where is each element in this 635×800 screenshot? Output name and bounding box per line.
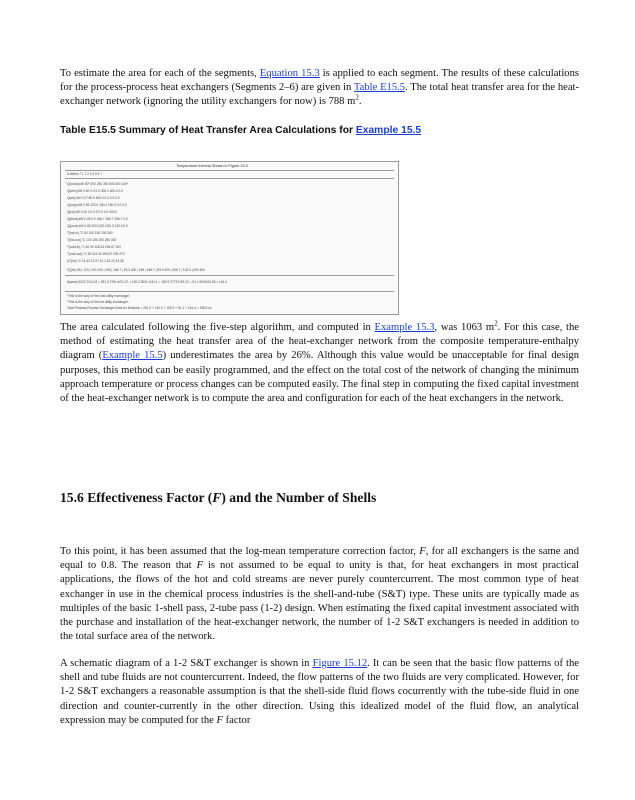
table-row: T(hot,out),°C 130 150 200 250 300 (67, 238, 117, 242)
table-row: Q(air),kW 0.27 80.0 400.0 0.0 0.0 0.0 (67, 196, 120, 200)
table-caption: Table E15.5 Summary of Heat Transfer Area Calculations for Example 15.5 (60, 125, 422, 136)
table-column-header: A kW/m² °C 1 2 3 4 5 6 7 (67, 172, 103, 176)
section-heading: 15.6 Effectiveness Factor (F) and the Number of Shells (60, 490, 377, 505)
table-header: Temperature Interval Shown in Figure 15.5 (176, 164, 248, 168)
table-row: T(cold,out),°C 90 113.33 156.67 190 270 (67, 252, 125, 256)
table-row: Q(vap),kW 0.55 120.0 150.0 150.0 0.0 0.0 (67, 203, 127, 207)
table-row: Q(cond),kW 50* 200 250 350 600 400 100* (67, 182, 129, 186)
table-footnote: Total Process-Process Exchanger Area for Network = 261.9 + 130.2 + 152.9 + 91.1 + 144.4 = 788.5 m² (67, 306, 212, 310)
table-footnote: *This is the duty of the cold utility exchanger. (67, 294, 130, 298)
table-row: Q(stm),kW 0.40 0.0 0.0 400.0 400.0 0.0 (67, 189, 123, 193)
link-table-e15-5[interactable]: Table E15.5 (353, 82, 406, 94)
link-example-15-5[interactable]: Example 15.5 (102, 350, 163, 362)
table-sum-row: Σ(Q/h) 80 | 123 | 200 100 | 150 | 166.7 | 83.3 400 | 150 | 166.7 | 83.3 400 | 266.7 | 133.3 | 400 400 (67, 268, 205, 272)
table-footnote: *This is the duty of the hot utility exchanger. (67, 300, 129, 304)
paragraph-area-estimate: To estimate the area for each of the segments, Equation 15.3 is applied to each segment. The results of these calculations for the process-process heat exchangers (Segments 2–6) are given in Table E15.5. The total heat transfer area for the heat-exchanger network (ignoring the utility exchangers for now) is 788 $m^2$. (60, 68, 579, 108)
table-row: T(cold,in),°C 40 90 118.33 196.67 100 (67, 245, 121, 249)
table-rule (65, 275, 394, 276)
paragraph-schematic: A schematic diagram of a 1-2 S&T exchanger is shown in Figure 15.12. It can be seen that the basic flow patterns of the shell and tube fluids are not countercurrent. Indeed, the flow patterns of the two fluids are very complicated. However, for 1-2 S&T exchangers a reasonable assumption is that the shell-side fluid flows cocurrently with the tube-side fluid in one direction and counter-currently in the other direction. Using this idealized model of the fluid flow, an analytical expression may be computed for the F factor (60, 658, 580, 726)
table-row: ΔT(lm),°C 14.43 21.07 41.1 91.22 43.28 (67, 259, 124, 263)
table-row: Q(rd),kW 0.10 0.0 0.0 0.0 0.0 400.0 (67, 210, 118, 214)
table-e15-5-image (60, 161, 399, 315)
link-example-15-5-caption[interactable]: Example 15.5 (355, 125, 422, 136)
table-row: Q(prod),kW 0.08 200.0 83.3 83.3 133.3 0.0 (67, 224, 128, 228)
table-row: Q(feed),kW 0.25 0.0 166.7 166.7 266.7 0.0 (67, 217, 128, 221)
table-row: T(hot,in),°C 60 100 150 200 250 (67, 231, 113, 235)
link-figure-15-12[interactable]: Figure 15.12 (312, 658, 368, 669)
table-area-row: A(area) 3022.7/14.43 = 261.9 2761.4/21.07 = 130.2 5041.1/41.1 = 152.9 2773.1/91.22 = 91.1 5000/43.28 = 144.4 (67, 280, 227, 284)
table-rule (65, 178, 394, 179)
paragraph-effectiveness: To this point, it has been assumed that the log-mean temperature correction factor, F, for all exchangers is the same and equal to 0.8. The reason that F is not assumed to be equal to unity is that, for heat exchangers in most practical applications, the flows of the hot and cold streams are never purely countercurrent. The most common type of heat exchanger in use in the chemical process industries is the shell-and-tube (S&T) type. These units are typically made as multiples of the basic 1-shell pass, 2-tube pass (1-2) design. When estimating the fixed capital investment associated with the purchase and installation of the heat-exchanger network, the number of 1-2 S&T exchangers is needed in addition to the total surface area of the network. (60, 546, 579, 643)
link-example-15-3[interactable]: Example 15.3 (374, 322, 435, 333)
table-rule (65, 291, 394, 292)
table-rule (65, 170, 394, 171)
paragraph-comparison: The area calculated following the five-step algorithm, and computed in Example 15.3, was 1063 $m^2$. For this case, the method of estimating the heat transfer area of the heat-exchanger network from the composite temperature-enthalpy diagram (Example 15.5) underestimates the area by 26%. Although this value would be unacceptable for final design purposes, this method can be easily programmed, and the effect on the total cost of the network of changing the minimum approach temperature or process changes can be computed easily. The final step in computing the fixed capital investment of the heat-exchanger network is to compute the area and configuration for each of the heat exchangers in the network. (60, 319, 580, 405)
link-equation-15-3[interactable]: Equation 15.3 (259, 68, 320, 79)
